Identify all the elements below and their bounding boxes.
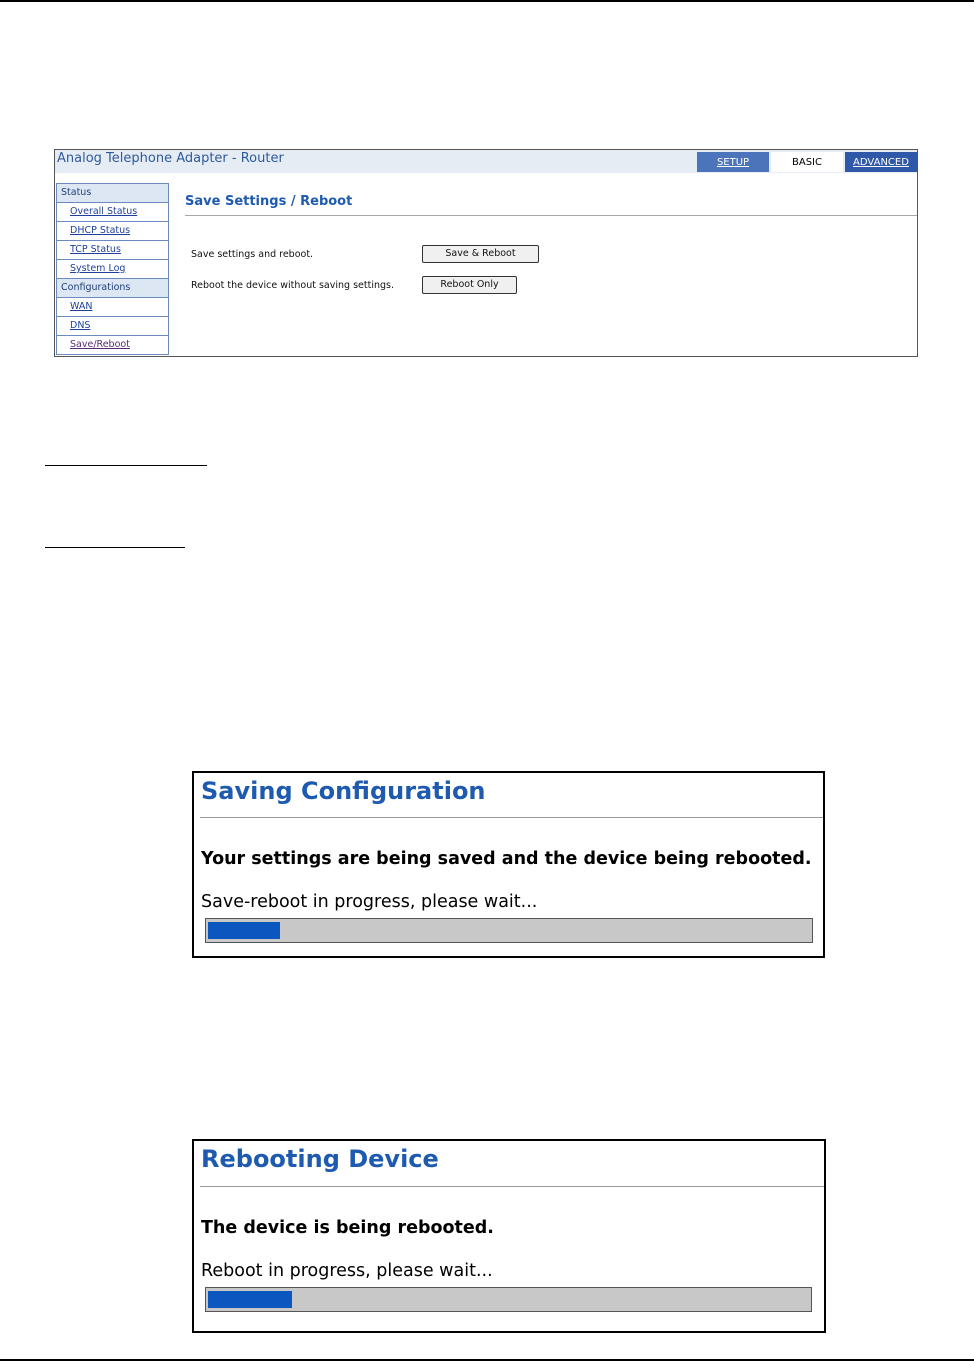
bottom-page-rule <box>0 1359 974 1361</box>
progress-bar <box>205 1287 812 1312</box>
tab-setup[interactable]: SETUP <box>697 152 769 172</box>
router-header <box>55 150 917 173</box>
panel-title: Saving Configuration <box>201 777 486 805</box>
tab-basic[interactable]: BASIC <box>771 152 843 172</box>
sidebar-item-tcp-status[interactable]: TCP Status <box>57 241 168 260</box>
tab-advanced[interactable]: ADVANCED <box>845 152 917 172</box>
top-page-rule <box>0 0 974 2</box>
reboot-only-label: Reboot the device without saving settings. <box>191 280 394 291</box>
panel-message: Your settings are being saved and the device being rebooted. <box>201 849 812 869</box>
save-reboot-label: Save settings and reboot. <box>191 249 314 260</box>
sidebar-nav <box>56 183 169 355</box>
sidebar-item-save-reboot[interactable]: Save/Reboot <box>57 336 168 355</box>
heading-underline-1 <box>45 465 207 466</box>
title-divider <box>185 215 917 216</box>
app-title: Analog Telephone Adapter - Router <box>57 151 284 166</box>
sidebar-item-system-log[interactable]: System Log <box>57 260 168 279</box>
router-ui-screenshot <box>54 149 918 357</box>
panel-status-text: Reboot in progress, please wait... <box>201 1261 493 1281</box>
progress-fill <box>208 1291 292 1308</box>
page-title: Save Settings / Reboot <box>185 194 353 209</box>
sidebar-item-dhcp-status[interactable]: DHCP Status <box>57 222 168 241</box>
panel-divider <box>200 1186 824 1187</box>
sidebar-item-wan[interactable]: WAN <box>57 298 168 317</box>
progress-bar <box>205 918 813 943</box>
panel-message: The device is being rebooted. <box>201 1218 494 1238</box>
save-and-reboot-button[interactable]: Save & Reboot <box>422 245 539 263</box>
sidebar-section-status: Status <box>57 184 168 203</box>
reboot-only-button[interactable]: Reboot Only <box>422 276 517 294</box>
progress-fill <box>208 922 280 939</box>
panel-status-text: Save-reboot in progress, please wait... <box>201 892 538 912</box>
sidebar-section-configurations: Configurations <box>57 279 168 298</box>
panel-title: Rebooting Device <box>201 1145 439 1173</box>
rebooting-device-panel <box>192 1139 826 1333</box>
sidebar-item-dns[interactable]: DNS <box>57 317 168 336</box>
sidebar-item-overall-status[interactable]: Overall Status <box>57 203 168 222</box>
saving-configuration-panel <box>192 771 825 958</box>
top-tabs <box>697 152 917 172</box>
panel-divider <box>200 817 823 818</box>
heading-underline-2 <box>45 547 185 548</box>
